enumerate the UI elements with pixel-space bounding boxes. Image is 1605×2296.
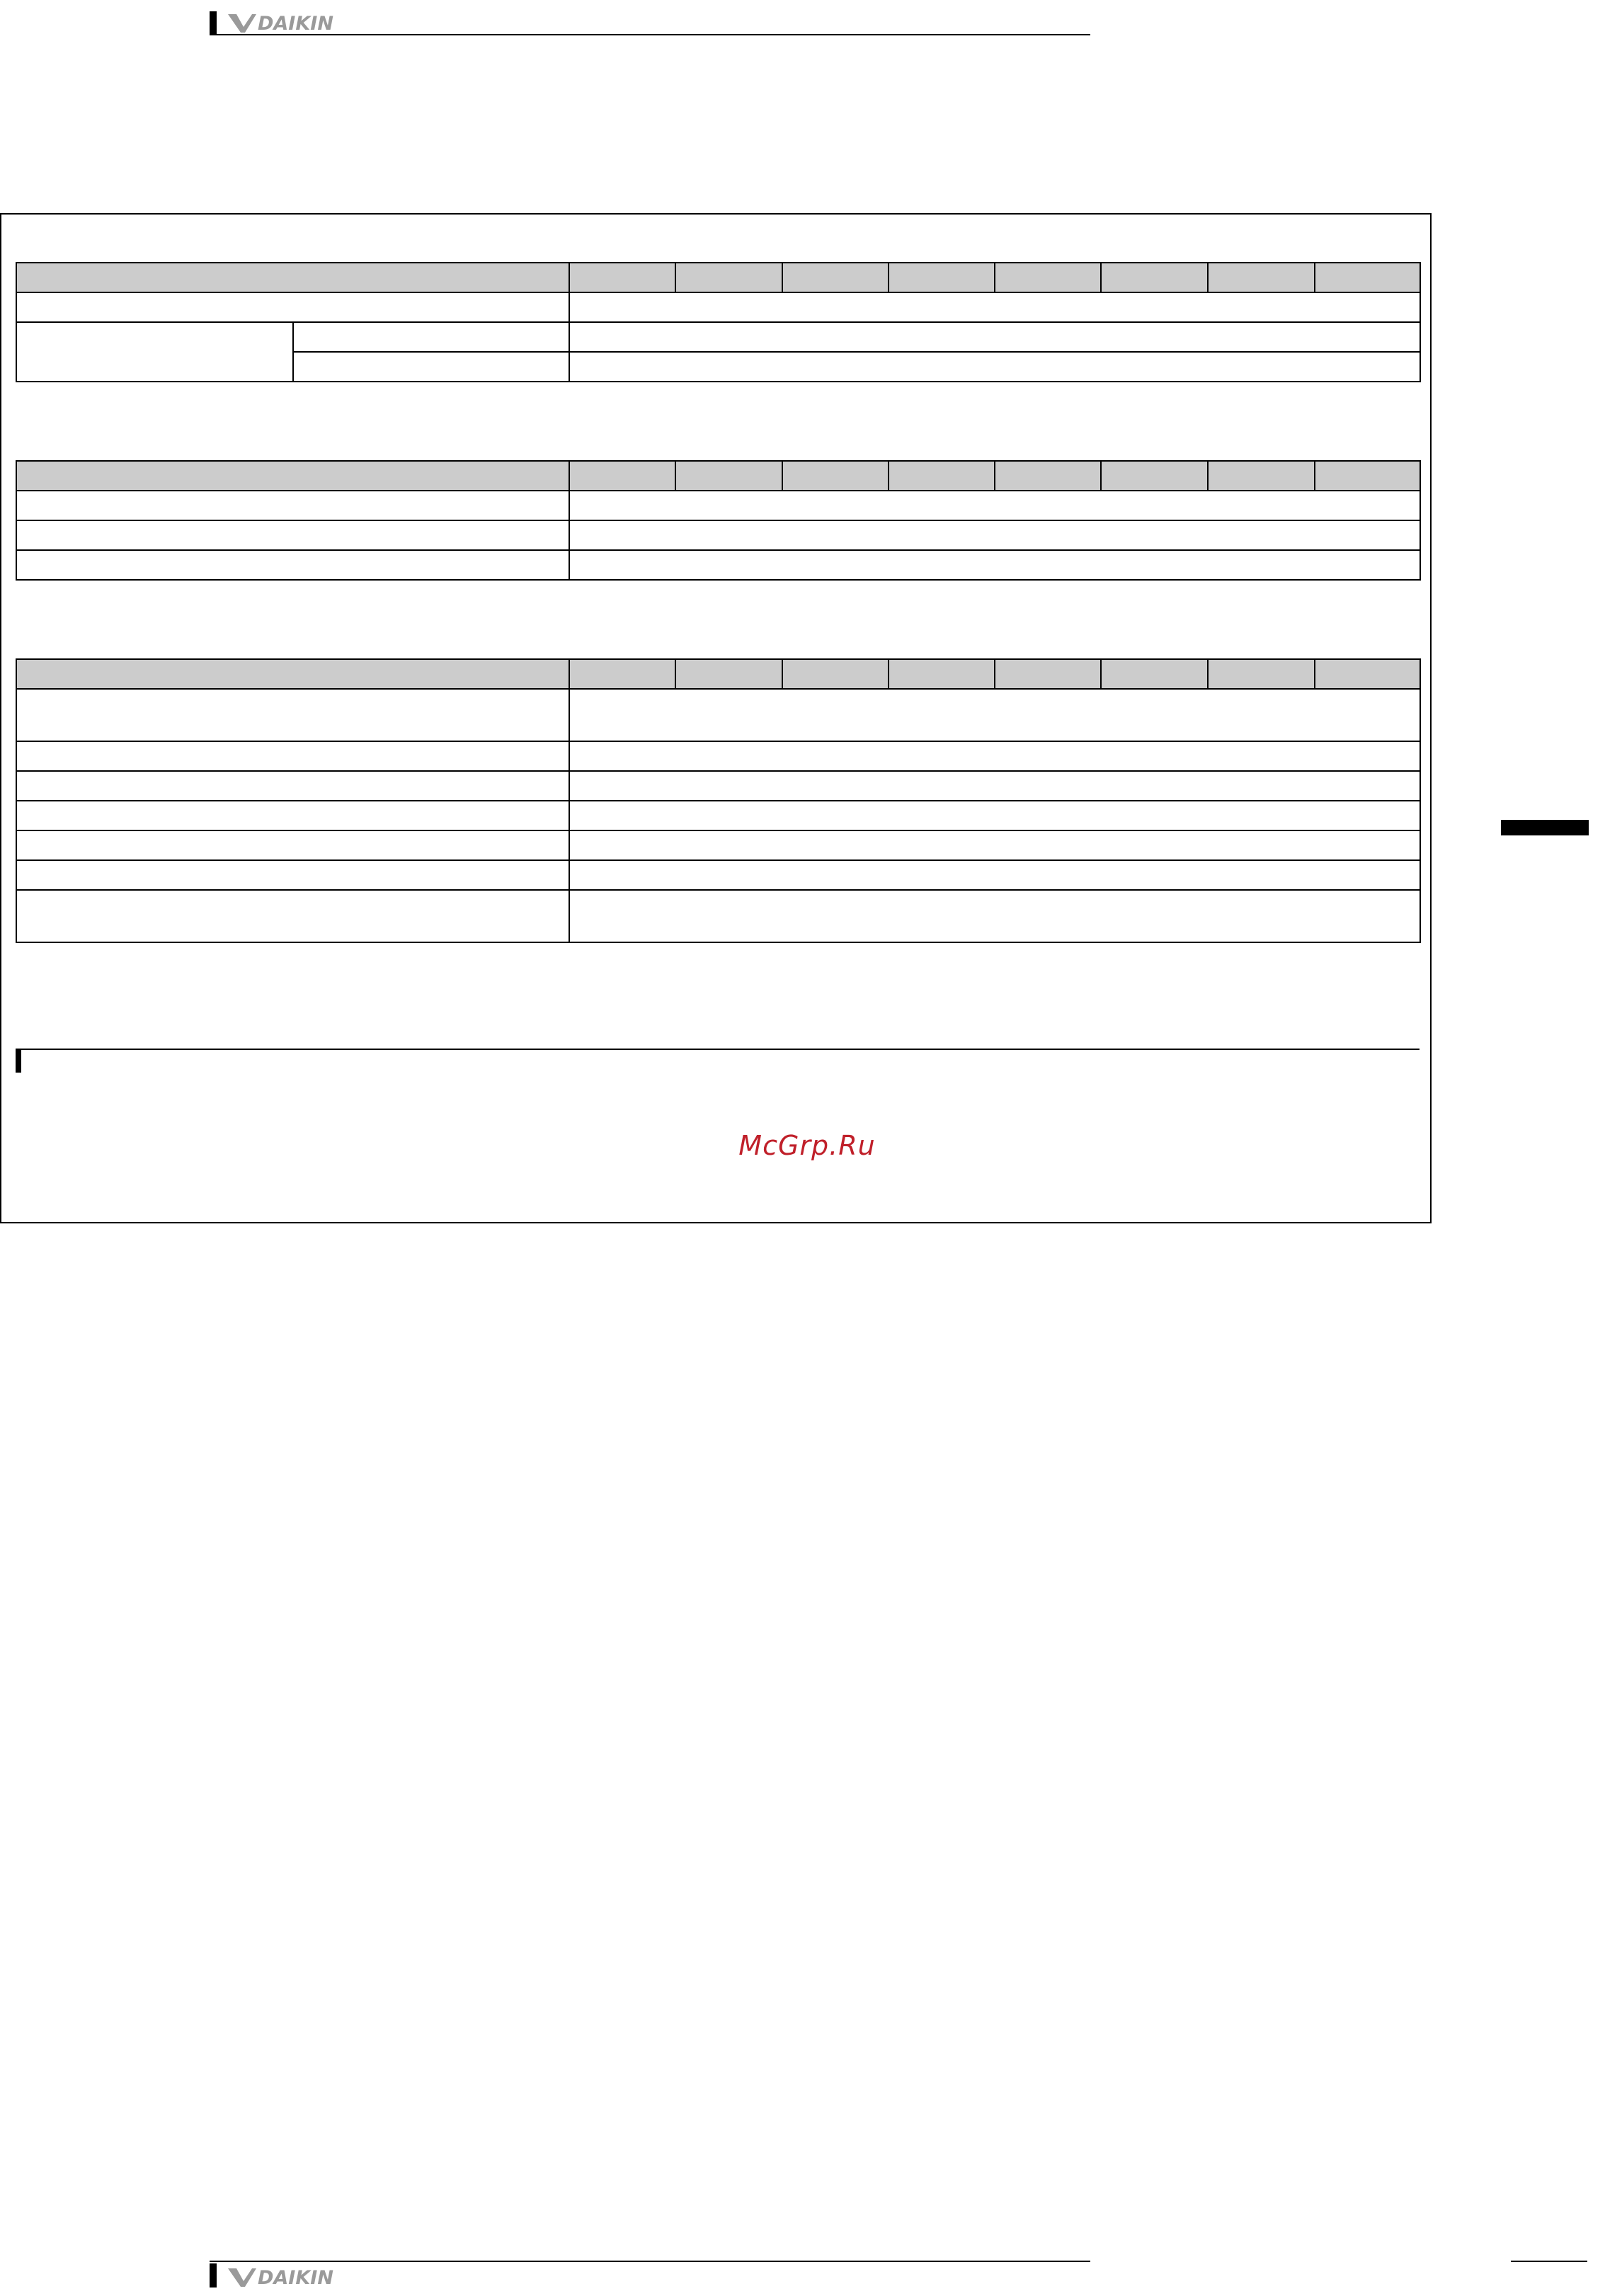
table-row <box>16 860 1420 890</box>
row-value <box>569 322 1420 352</box>
header-cell <box>782 263 889 292</box>
table-row <box>16 801 1420 830</box>
header-cell <box>995 461 1101 491</box>
header-cell <box>782 461 889 491</box>
header-cell <box>569 659 675 689</box>
row-value <box>569 352 1420 382</box>
row-label <box>16 689 569 741</box>
header-cell <box>889 659 995 689</box>
row-value <box>569 801 1420 830</box>
spec-table-3 <box>16 658 1421 943</box>
table-row <box>16 550 1420 580</box>
header-cell <box>569 263 675 292</box>
row-label <box>16 830 569 860</box>
table-header-row <box>16 263 1420 292</box>
row-value <box>569 520 1420 550</box>
header-cell <box>1101 263 1208 292</box>
row-value <box>569 491 1420 520</box>
daikin-logo-icon <box>228 2264 362 2288</box>
row-group-label <box>16 322 293 382</box>
row-value <box>569 890 1420 942</box>
header-cell <box>995 263 1101 292</box>
row-label <box>16 491 569 520</box>
header-cell <box>675 659 782 689</box>
daikin-logo-icon <box>228 10 362 34</box>
header-cell <box>889 263 995 292</box>
header-cell <box>889 461 995 491</box>
notes-rule <box>16 1049 1420 1050</box>
svg-text:DAIKIN: DAIKIN <box>258 2267 333 2288</box>
row-label <box>16 520 569 550</box>
header-cell <box>675 263 782 292</box>
header-cell <box>16 263 569 292</box>
header-cell <box>1208 461 1315 491</box>
table-row <box>16 741 1420 771</box>
row-label <box>16 860 569 890</box>
footer-page-rule <box>1511 2261 1587 2262</box>
header-cell <box>1315 461 1420 491</box>
table-row <box>16 771 1420 801</box>
table-row <box>16 520 1420 550</box>
notes-mark <box>16 1049 21 1073</box>
row-value <box>569 860 1420 890</box>
row-label <box>16 550 569 580</box>
header-cell <box>995 659 1101 689</box>
table-row <box>16 890 1420 942</box>
row-value <box>569 689 1420 741</box>
header-cell <box>1208 263 1315 292</box>
row-label <box>16 771 569 801</box>
header-cell <box>569 461 675 491</box>
header-cell <box>782 659 889 689</box>
row-value <box>569 741 1420 771</box>
watermark-text: McGrp.Ru <box>738 1130 876 1161</box>
table-row <box>16 491 1420 520</box>
spec-table-1 <box>16 262 1421 382</box>
table-row <box>16 830 1420 860</box>
header-rule <box>210 34 1090 35</box>
row-value <box>569 550 1420 580</box>
row-value <box>569 771 1420 801</box>
table-header-row <box>16 461 1420 491</box>
row-value <box>569 830 1420 860</box>
header-cell <box>16 659 569 689</box>
footer-brand-mark <box>210 2263 217 2288</box>
row-label <box>16 292 569 322</box>
row-label <box>16 801 569 830</box>
row-value <box>569 292 1420 322</box>
row-label <box>16 741 569 771</box>
header-cell <box>1315 263 1420 292</box>
table-row <box>16 689 1420 741</box>
header-brand-mark <box>210 11 217 35</box>
header-cell <box>1208 659 1315 689</box>
header-cell <box>675 461 782 491</box>
spec-table-2 <box>16 460 1421 581</box>
header-cell <box>1315 659 1420 689</box>
header-cell <box>16 461 569 491</box>
footer-rule <box>210 2261 1090 2262</box>
table-header-row <box>16 659 1420 689</box>
row-label <box>16 890 569 942</box>
row-sublabel <box>293 352 569 382</box>
section-tab-marker <box>1501 820 1589 835</box>
header-cell <box>1101 461 1208 491</box>
svg-text:DAIKIN: DAIKIN <box>258 13 333 34</box>
header-cell <box>1101 659 1208 689</box>
table-row <box>16 322 1420 352</box>
table-row <box>16 292 1420 322</box>
row-sublabel <box>293 322 569 352</box>
